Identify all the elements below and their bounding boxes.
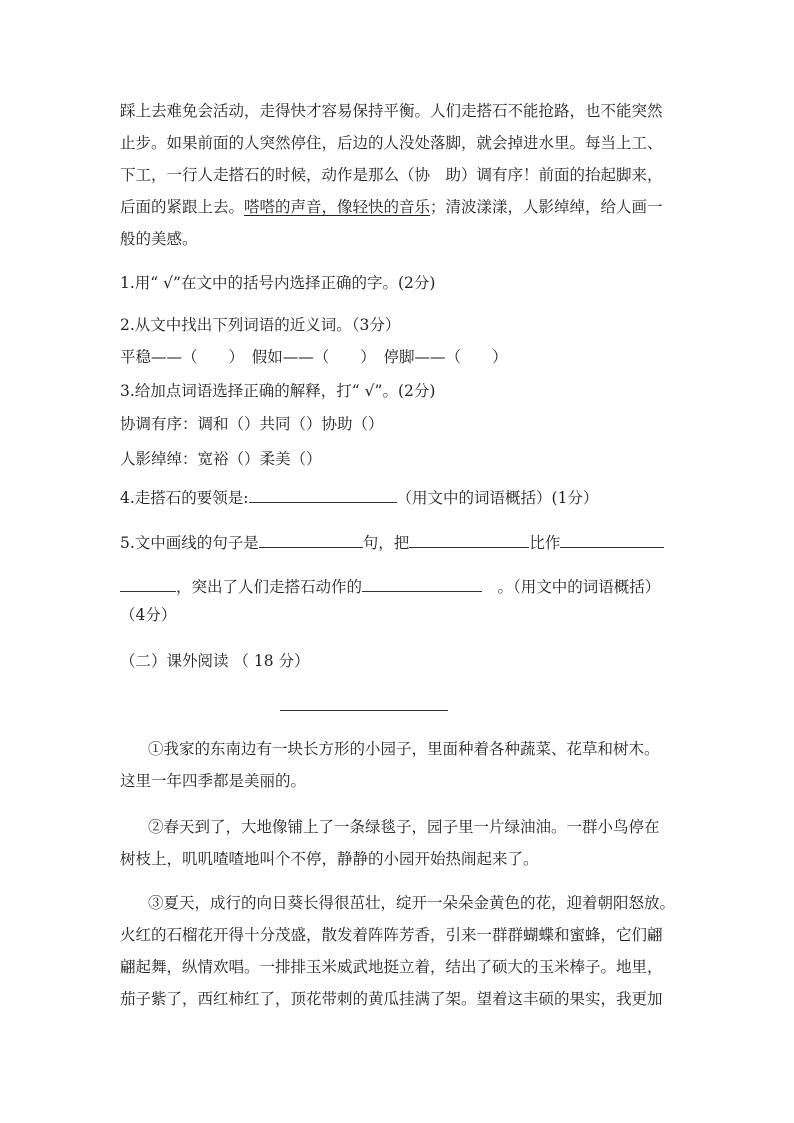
underlined-sentence: 嗒嗒的声音，像轻快的音乐 [244,198,431,216]
title-blank-line[interactable] [280,710,448,711]
paragraph-3-line-1: ③夏天，成行的向日葵长得很茁壮，绽开一朵朵金黄色的花，迎着朝阳怒放。 [148,894,676,912]
passage-line-2: 止步。如果前面的人突然停住，后边的人没处落脚，就会掉进水里。每当上工、 [120,134,663,152]
question-2-items: 平稳——（ ） 假如——（ ） 停脚——（ ） [120,348,508,366]
question-3-option-b: 人影绰绰：宽裕（）柔美（） [120,450,322,468]
passage-line-1: 踩上去难免会活动，走得快才容易保持平衡。人们走搭石不能抢路，也不能突然 [120,102,663,120]
question-5: 5.文中画线的句子是 句，把 比作 [120,530,680,554]
answer-blank[interactable] [249,485,397,503]
question-2: 2.从文中找出下列词语的近义词。（3分） [120,316,401,334]
paragraph-3-line-3: 翩起舞，纵情欢唱。一排排玉米威武地挺立着，结出了硕大的玉米棒子。地里， [120,958,663,976]
paragraph-1-line-1: ①我家的东南边有一块长方形的小园子，里面种着各种蔬菜、花草和树木。 [148,740,660,758]
paragraph-2-line-1: ②春天到了，大地像铺上了一条绿毯子，园子里一片绿油油。一群小鸟停在 [148,818,660,836]
paragraph-1-line-2: 这里一年四季都是美丽的。 [120,772,307,790]
answer-blank[interactable] [560,530,664,548]
question-5-points: （4分） [120,606,177,624]
question-1: 1.用“ √”在文中的括号内选择正确的字。(2分) [120,274,436,292]
passage-line-4: 后面的紧跟上去。嗒嗒的声音，像轻快的音乐；清波漾漾，人影绰绰，给人画一 [120,198,663,216]
section-2-heading: （二）课外阅读 （ 18 分） [120,652,310,670]
question-5-continued: ，突出了人们走搭石动作的 。（用文中的词语概括） [120,574,680,598]
question-3: 3.给加点词语选择正确的解释，打“ √”。(2分) [120,382,436,400]
paragraph-2-line-2: 树枝上，叽叽喳喳地叫个不停，静静的小园开始热闹起来了。 [120,850,539,868]
answer-blank[interactable] [362,574,482,592]
question-4: 4.走搭石的要领是: （用文中的词语概括）(1分） [120,485,680,509]
answer-blank[interactable] [409,530,529,548]
question-3-option-a: 协调有序：调和（）共同（）协助（） [120,415,384,433]
passage-line-5: 般的美感。 [120,230,198,248]
answer-blank[interactable] [120,574,176,592]
paragraph-3-line-4: 茄子紫了，西红柿红了，顶花带刺的黄瓜挂满了架。望着这丰硕的果实，我更加 [120,990,663,1008]
passage-line-3: 下工，一行人走搭石的时候，动作是那么（协 助）调有序！前面的抬起脚来， [120,166,663,184]
paragraph-3-line-2: 火红的石榴花开得十分茂盛，散发着阵阵芳香，引来一群群蝴蝶和蜜蜂，它们翩 [120,926,663,944]
answer-blank[interactable] [259,530,363,548]
